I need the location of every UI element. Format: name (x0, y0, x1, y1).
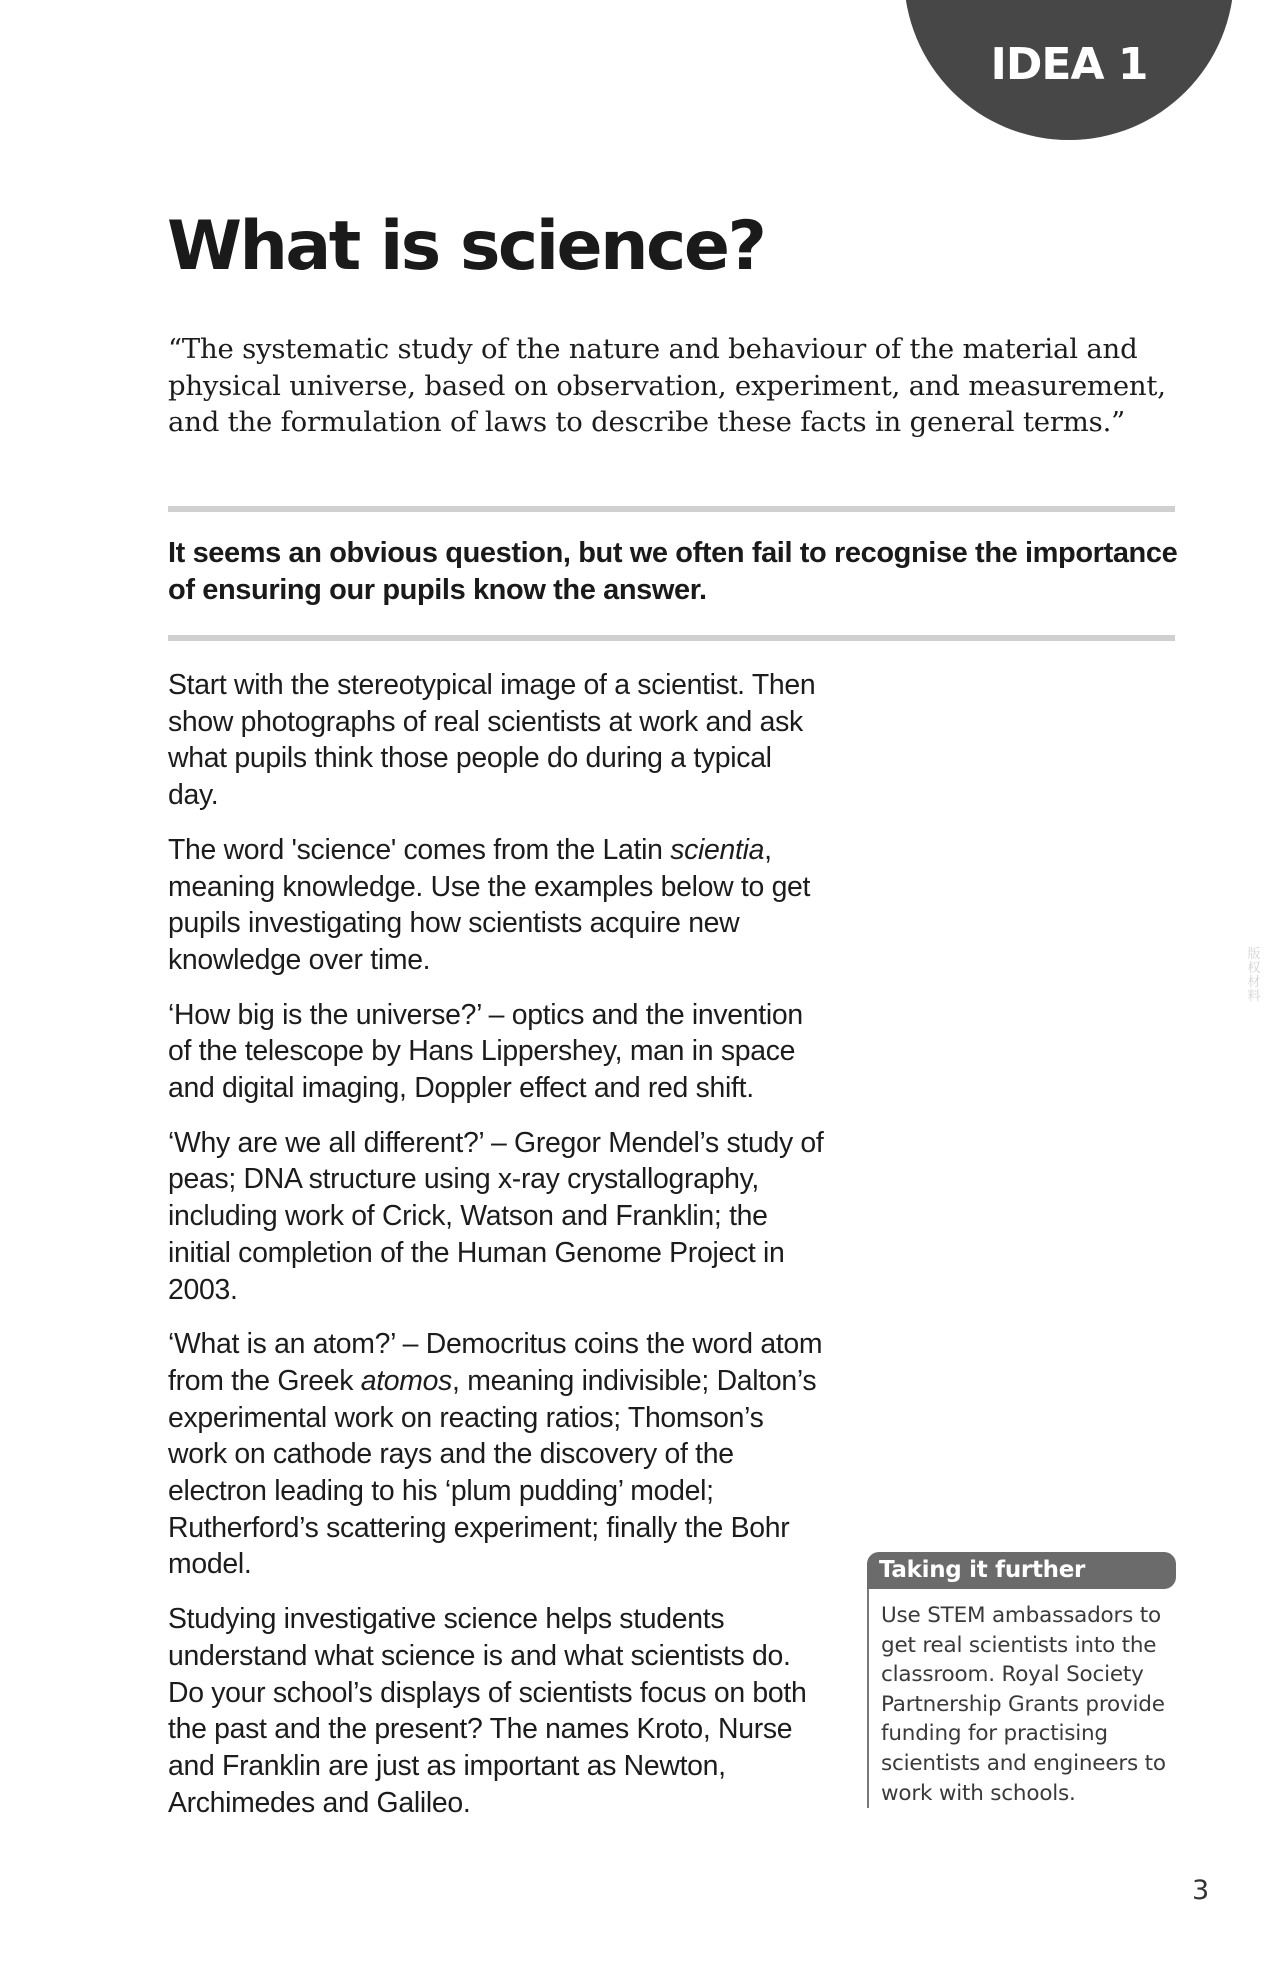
body-text-column (168, 667, 828, 1839)
taking-it-further-box (867, 1552, 1176, 1808)
paragraph-text: , meaning indivisible; Dalton’s experimental work on reacting ratios; Thomson’s work on cathode rays and the discovery of the electron leading to his ‘plum pudding’ model; Rutherford’s scattering experiment; finally the Bohr model. (168, 1364, 817, 1581)
paragraph-different: ‘Why are we all different?’ – Gregor Mendel’s study of peas; DNA structure using x-ray crystallography, including work of Crick, Watson and Franklin; the initial completion of the Human Genome Project in 2003. (168, 1126, 824, 1306)
latin-term: scientia (670, 833, 765, 866)
paragraph-atom (168, 1326, 828, 1583)
sidebar-title: Taking it further (867, 1552, 1176, 1589)
copyright-watermark: 版权材料 (1247, 947, 1261, 1004)
idea-number-label: IDEA 1 (990, 39, 1148, 90)
paragraph-text: ‘What is an atom?’ – Democritus coins the word atom from the Greek (168, 1328, 823, 1397)
paragraph-word-science (168, 832, 828, 979)
paragraph-text: , meaning knowledge. Use the examples below to get pupils investigating how scientists acquire new knowledge over time. (168, 833, 811, 976)
divider-bottom (168, 635, 1175, 641)
paragraph-text: The word 'science' comes from the Latin (168, 833, 671, 866)
paragraph-universe: ‘How big is the universe?’ – optics and the invention of the telescope by Hans Lippershey, man in space and digital imaging, Doppler effect and red shift. (168, 998, 803, 1105)
definition-quote: “The systematic study of the nature and behaviour of the material and physical universe, based on observation, experiment, and measurement, and the formulation of laws to describe these facts in general terms.” (168, 333, 1166, 439)
paragraph-investigative-science: Studying investigative science helps students understand what science is and what scientists do. Do your school’s displays of scientists focus on both the past and the present? The names Kroto, Nurse and Franklin are just as important as Newton, Archimedes and Galileo. (168, 1603, 807, 1819)
paragraph-stereotypical-scientist: Start with the stereotypical image of a scientist. Then show photographs of real scientists at work and ask what pupils think those people do during a typical day. (168, 669, 816, 812)
greek-term: atomos (360, 1364, 453, 1397)
intro-statement: It seems an obvious question, but we often fail to recognise the importance of ensuring our pupils know the answer. (168, 537, 1178, 606)
divider-top (168, 506, 1175, 512)
sidebar-text: Use STEM ambassadors to get real scientists into the classroom. Royal Society Partnership Grants provide funding for practising scientists and engineers to work with schools. (867, 1589, 1176, 1808)
page-number: 3 (1192, 1875, 1210, 1906)
page-title: What is science? (167, 207, 765, 286)
